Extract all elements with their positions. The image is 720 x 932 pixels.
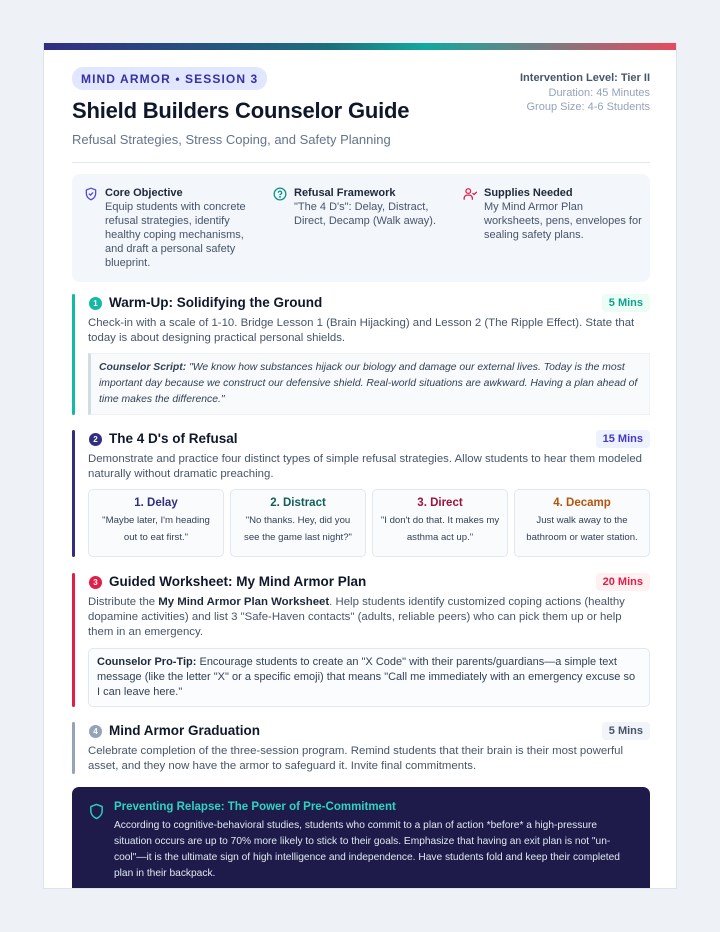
card-decamp — [514, 489, 650, 557]
section-description: Celebrate completion of the three-session program. Remind students that their brain is their most powerful asset, and they now have the armor to safeguard it. Invite final commitments. — [88, 745, 623, 772]
step-number: 2 — [89, 433, 102, 446]
relapse-callout — [72, 787, 650, 889]
intervention-level: Intervention Level: Tier II — [520, 72, 650, 84]
section-accent-bar — [72, 722, 75, 774]
time-badge: 5 Mins — [602, 722, 650, 740]
card-quote: Just walk away to the bathroom or water station. — [526, 515, 638, 543]
users-icon — [463, 187, 477, 201]
supplies-title: Supplies Needed — [484, 187, 573, 199]
script-label: Counselor Script: — [99, 362, 187, 373]
section-warm-up — [72, 294, 650, 415]
section-title: The 4 D's of Refusal — [109, 431, 238, 446]
desc-text: Distribute the — [88, 596, 159, 608]
time-badge: 20 Mins — [596, 573, 650, 591]
section-4ds — [72, 430, 650, 557]
guide-page — [43, 43, 677, 889]
pro-tip — [88, 648, 650, 707]
callout-title: Preventing Relapse: The Power of Pre-Commitment — [114, 801, 396, 813]
section-worksheet — [72, 573, 650, 707]
supplies-body: My Mind Armor Plan worksheets, pens, envelopes for sealing safety plans. — [484, 201, 642, 241]
card-distract — [230, 489, 366, 557]
step-number: 4 — [89, 725, 102, 738]
script-text: "We know how substances hijack our biology and damage our external lives. Today is the most important day because we construct our defensive shield. Real-world situations are awkward. Having a plan ahead of time makes the difference." — [99, 362, 638, 405]
section-title: Guided Worksheet: My Mind Armor Plan — [109, 574, 367, 589]
duration: Duration: 45 Minutes — [548, 86, 650, 99]
card-title: 1. Delay — [134, 497, 178, 509]
help-circle-icon — [273, 187, 287, 201]
section-description: Demonstrate and practice four distinct types of simple refusal strategies. Allow students to hear them modeled naturally without dramatic preaching. — [88, 453, 642, 480]
step-number: 3 — [89, 576, 102, 589]
section-accent-bar — [72, 430, 75, 557]
time-badge: 15 Mins — [596, 430, 650, 448]
desc-text: . Help students identify customized coping actions (healthy dopamine activities) and list 3 "Safe-Haven contacts" (adults, reliable peers) who can pick them up or help them in an emergency. — [88, 596, 625, 638]
shield-icon — [84, 187, 98, 201]
refusal-framework-body: "The 4 D's": Delay, Distract, Direct, Decamp (Walk away). — [294, 201, 437, 227]
card-direct — [372, 489, 508, 557]
core-objective-title: Core Objective — [105, 187, 183, 199]
card-title: 4. Decamp — [553, 497, 611, 509]
shield-icon — [88, 803, 105, 820]
tip-label: Counselor Pro-Tip: — [97, 656, 197, 668]
card-quote: "I don't do that. It makes my asthma act up." — [380, 515, 500, 543]
card-quote: "Maybe later, I'm heading out to eat first." — [102, 515, 210, 543]
card-title: 3. Direct — [417, 497, 463, 509]
section-graduation — [72, 722, 650, 774]
section-description — [88, 595, 650, 640]
gradient-top-bar — [44, 43, 677, 50]
section-title: Mind Armor Graduation — [109, 723, 260, 738]
page-header — [72, 67, 650, 163]
time-badge: 5 Mins — [602, 294, 650, 312]
group-size: Group Size: 4-6 Students — [526, 101, 650, 113]
section-description: Check-in with a scale of 1-10. Bridge Lesson 1 (Brain Hijacking) and Lesson 2 (The Ripple Effect). State that today is about designing practical personal shields. — [88, 317, 635, 344]
core-objective-body: Equip students with concrete refusal strategies, identify healthy coping mechanisms, and draft a personal safety blueprint. — [105, 201, 246, 269]
card-delay — [88, 489, 224, 557]
tip-text: Encourage students to create an "X Code" with their parents/guardians—a simple text message (like the letter "X" or a specific emoji) that means "Call me immediately with an emergency excuse so I can leave here." — [97, 656, 636, 698]
session-badge: MIND ARMOR • SESSION 3 — [72, 67, 267, 90]
session-meta — [520, 71, 650, 115]
section-accent-bar — [72, 294, 75, 415]
page-subtitle: Refusal Strategies, Stress Coping, and Safety Planning — [72, 132, 391, 147]
step-number: 1 — [89, 297, 102, 310]
callout-body: According to cognitive-behavioral studies, students who commit to a plan of action *before* a high-pressure situation occurs are up to 70% more likely to stick to their goals. Emphasize that having an exit plan is not "un-cool"—it is the ultimate sign of high intelligence and independence. Have students fold and keep their completed plan in their backpack. — [114, 820, 620, 879]
refusal-framework-title: Refusal Framework — [294, 187, 396, 199]
overview-box — [72, 174, 650, 282]
refusal-cards — [88, 489, 650, 557]
card-title: 2. Distract — [270, 497, 326, 509]
card-quote: "No thanks. Hey, did you see the game last night?" — [244, 515, 352, 543]
worksheet-name: My Mind Armor Plan Worksheet — [158, 596, 330, 608]
section-title: Warm-Up: Solidifying the Ground — [109, 295, 323, 310]
section-accent-bar — [72, 573, 75, 707]
counselor-script — [88, 353, 650, 415]
page-title: Shield Builders Counselor Guide — [72, 98, 410, 123]
